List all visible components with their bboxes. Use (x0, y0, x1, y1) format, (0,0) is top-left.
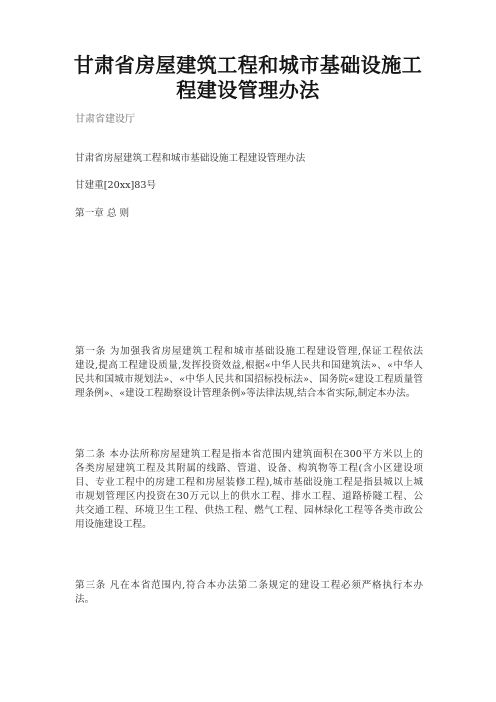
document-title-line-1: 甘肃省房屋建筑工程和城市基础设施工 (73, 53, 423, 77)
article-2-line: 第二条 本办法所称房屋建筑工程是指本省范围内建筑面积在300平方米以上的 (75, 449, 423, 460)
article-1-line: 建设,提高工程建设质量,发挥投资效益,根据«中华人民共和国建筑法»、«中华人 (75, 360, 423, 371)
article-2-line: 目、专业工程中的房建工程和房屋装修工程),城市基础设施工程是指县城以上城 (75, 477, 423, 488)
document-subtitle: 甘肃省房屋建筑工程和城市基础设施工程建设管理办法 (75, 153, 306, 164)
article-3-line: 第三条 凡在本省范围内,符合本办法第二条规定的建设工程必须严格执行本办 (75, 580, 423, 591)
article-1-line: 理条例»、«建设工程勘察设计管理条例»等法律法规,结合本省实际,制定本办法。 (75, 388, 416, 399)
article-1-line: 第一条 为加强我省房屋建筑工程和城市基础设施工程建设管理,保证工程依法 (75, 346, 423, 357)
article-2-line: 各类房屋建筑工程及其附属的线路、管道、设备、构筑物等工程(含小区建设项 (75, 463, 423, 474)
issuer-label: 甘肃省建设厅 (75, 114, 135, 125)
article-2-line: 用设施建设工程。 (75, 519, 152, 530)
document-number: 甘建重[20xx]83号 (75, 180, 157, 191)
article-2-line: 市规划管理区内投资在30万元以上的供水工程、排水工程、道路桥隧工程、公 (75, 491, 423, 502)
article-3-line: 法。 (75, 594, 95, 605)
article-2-line: 共交通工程、环境卫生工程、供热工程、燃气工程、园林绿化工程等各类市政公 (75, 505, 423, 516)
article-1-line: 民共和国城市规划法»、«中华人民共和国招标投标法»、国务院«建设工程质量管 (75, 374, 423, 385)
chapter-heading: 第一章 总 则 (75, 208, 130, 219)
document-title-line-2: 程建设管理办法 (176, 78, 320, 102)
